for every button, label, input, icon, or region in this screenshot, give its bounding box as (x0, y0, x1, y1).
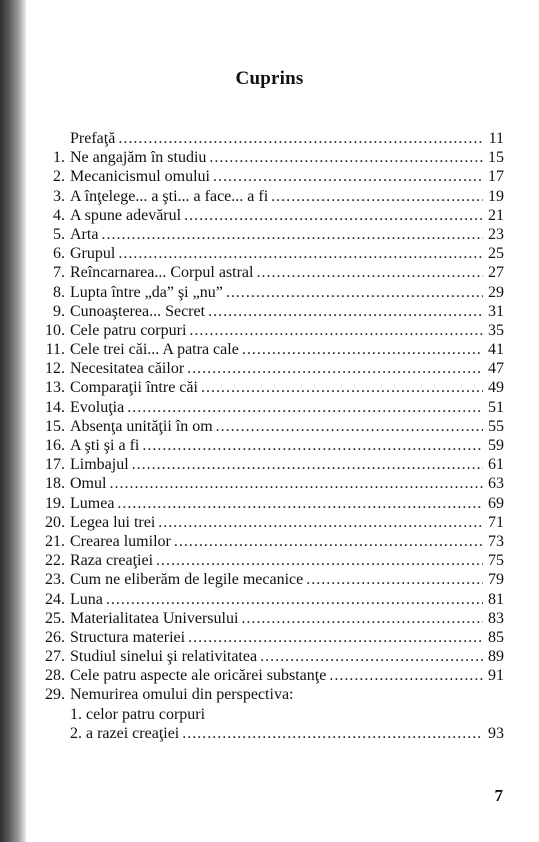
toc-entry-page: 29 (488, 283, 504, 301)
dot-leader (271, 188, 483, 206)
toc-entry-number: 13. (45, 379, 65, 397)
dot-leader (187, 360, 483, 378)
toc-entry (34, 418, 504, 437)
dot-leader (189, 322, 483, 340)
toc-entry-page: 79 (488, 571, 504, 589)
toc-entry-number: 14. (45, 398, 65, 416)
toc-entry-number: 24. (45, 590, 65, 608)
toc-entry (34, 360, 504, 379)
toc-entry-page: 59 (488, 437, 504, 454)
dot-leader (242, 341, 483, 359)
toc-entry-page: 35 (488, 321, 504, 339)
toc-entry-number: 6. (53, 245, 65, 263)
toc-entry (34, 264, 504, 283)
toc-entry-number: 11. (45, 341, 65, 359)
toc-entry (34, 667, 504, 686)
toc-entry-number: 29. (45, 686, 65, 704)
toc-entry-29 (34, 686, 504, 705)
toc-entry (34, 245, 504, 264)
toc-entry-page: 41 (488, 341, 504, 359)
toc-entry (34, 322, 504, 341)
toc-entry-page: 11 (488, 130, 504, 147)
toc-entry (34, 149, 504, 168)
toc-entry-number: 7. (53, 264, 65, 282)
toc-entry-label: Cum ne eliberăm de legile mecanice (70, 571, 304, 589)
dot-leader (208, 303, 483, 321)
dot-leader (117, 495, 483, 513)
toc-entry-label: Lupta între „da” şi „nu” (70, 283, 223, 301)
toc-entry-label: Grupul (70, 245, 116, 263)
toc-entry-number: 16. (45, 437, 65, 454)
dot-leader (329, 667, 483, 685)
toc-entry-label: Studiul sinelui şi relativitatea (70, 648, 258, 666)
toc-entry-label: Mecanicismul omului (70, 168, 210, 186)
toc-entry-label: A şti şi a fi (70, 437, 140, 454)
toc-entry-page: 17 (488, 168, 504, 186)
toc-entry-label: Limbajul (70, 456, 129, 474)
toc-entry-page: 81 (488, 590, 504, 608)
dot-leader (132, 456, 483, 474)
toc-entry-label: Comparaţii între căi (70, 379, 198, 397)
toc-entry (34, 552, 504, 571)
dot-leader (174, 533, 483, 551)
toc-entry-number: 8. (53, 283, 65, 301)
toc-entry-page: 55 (488, 417, 504, 435)
dot-leader (182, 725, 483, 743)
toc-entry (34, 399, 504, 418)
toc-entry-number: 10. (45, 321, 65, 339)
toc-entry-label: Nemurirea omului din perspectiva: (70, 686, 294, 704)
dot-leader (213, 168, 483, 186)
dot-leader (127, 399, 483, 417)
toc-subentry-label: 2. a razei creaţiei (70, 724, 180, 742)
dot-leader (184, 207, 483, 225)
toc-entry-label: Cunoaşterea... Secret (70, 302, 206, 320)
page-binding-shadow (0, 0, 26, 842)
toc-entry-number: 27. (45, 648, 65, 666)
page-number: 7 (494, 786, 503, 805)
dot-leader (156, 552, 483, 570)
toc-entry (34, 648, 504, 667)
toc-entry-label: Necesitatea căilor (70, 360, 185, 378)
toc-entry-page: 83 (488, 609, 504, 627)
toc-entry-number: 28. (45, 667, 65, 685)
toc-entry-page: 49 (488, 379, 504, 397)
toc-subentry (34, 725, 504, 744)
toc-entry-page: 91 (488, 667, 504, 685)
toc-entry (34, 533, 504, 552)
toc-entry (34, 207, 504, 226)
toc-entry (34, 495, 504, 514)
toc-entry-label: Lumea (70, 494, 115, 512)
dot-leader (118, 245, 483, 263)
toc-entry-label: A înţelege... a şti... a face... a fi (70, 187, 269, 205)
toc-entry-label: Prefaţă (70, 130, 116, 147)
toc-entry-page: 47 (488, 360, 504, 378)
toc-entry-number: 9. (53, 302, 65, 320)
dot-leader (188, 629, 483, 647)
toc-entry-page: 71 (488, 513, 504, 531)
toc-subentry-label: 1. celor patru corpuri (70, 705, 206, 723)
toc-entry (34, 130, 504, 149)
dot-leader (241, 610, 483, 628)
toc-entry-page: 51 (488, 398, 504, 416)
toc-entry (34, 341, 504, 360)
toc-entry (34, 475, 504, 494)
toc-entry (34, 284, 504, 303)
toc-entry-page: 73 (488, 532, 504, 550)
toc-entry (34, 226, 504, 245)
table-of-contents (34, 130, 504, 744)
toc-entry-label: Structura materiei (70, 628, 186, 646)
dot-leader (109, 475, 483, 493)
toc-entry (34, 456, 504, 475)
toc-entry-label: A spune adevărul (70, 206, 182, 224)
dot-leader (209, 149, 483, 167)
toc-entry (34, 591, 504, 610)
toc-entry-number: 2. (53, 168, 65, 186)
toc-entry (34, 437, 504, 456)
toc-entry-number: 3. (53, 187, 65, 205)
dot-leader (142, 437, 483, 455)
toc-entry-number: 22. (45, 552, 65, 570)
toc-entry-label: Cele trei căi... A patra cale (70, 341, 239, 359)
toc-entry-page: 25 (488, 245, 504, 263)
toc-entry (34, 610, 504, 629)
toc-entry-label: Reîncarnarea... Corpul astral (70, 264, 254, 282)
toc-entry-page: 19 (488, 187, 504, 205)
toc-entry-page: 61 (488, 456, 504, 474)
toc-entry-label: Ne angajăm în studiu (70, 149, 207, 167)
toc-entry-label: Absenţa unităţii în om (70, 417, 213, 435)
toc-subentry-page: 93 (488, 724, 504, 742)
toc-entry-number: 1. (53, 149, 65, 167)
toc-entry-number: 17. (45, 456, 65, 474)
toc-entry (34, 379, 504, 398)
dot-leader (201, 379, 483, 397)
toc-entry (34, 629, 504, 648)
toc-subentry (34, 706, 504, 725)
dot-leader (256, 264, 483, 282)
toc-entry-page: 21 (488, 206, 504, 224)
dot-leader (106, 591, 483, 609)
toc-entry-page: 69 (488, 494, 504, 512)
toc-entry (34, 188, 504, 207)
toc-entry-number: 4. (53, 206, 65, 224)
dot-leader (101, 226, 483, 244)
toc-entry-page: 27 (488, 264, 504, 282)
toc-entry-label: Crearea lumilor (70, 532, 171, 550)
dot-leader (226, 284, 483, 302)
toc-entry (34, 303, 504, 322)
toc-entry-label: Luna (70, 590, 103, 608)
dot-leader (216, 418, 483, 436)
page-title: Cuprins (235, 68, 304, 89)
toc-entry-label: Arta (70, 225, 99, 243)
toc-entry-label: Materialitatea Universului (70, 609, 239, 627)
toc-entry-number: 20. (45, 513, 65, 531)
toc-entry-number: 19. (45, 494, 65, 512)
toc-entry-number: 26. (45, 628, 65, 646)
dot-leader (118, 130, 483, 148)
toc-entry-number: 21. (45, 532, 65, 550)
toc-entry-label: Raza creaţiei (70, 552, 154, 570)
toc-entry-number: 15. (45, 417, 65, 435)
toc-entry-page: 75 (488, 552, 504, 570)
toc-entry-page: 23 (488, 225, 504, 243)
toc-entry-label: Omul (70, 475, 107, 493)
toc-entry-number: 25. (45, 609, 65, 627)
toc-entry-page: 63 (488, 475, 504, 493)
toc-entry-page: 89 (488, 648, 504, 666)
toc-entry-label: Cele patru corpuri (70, 321, 187, 339)
toc-entry (34, 168, 504, 187)
toc-entry-number: 5. (53, 225, 65, 243)
toc-entry-label: Evoluţia (70, 398, 125, 416)
dot-leader (260, 648, 483, 666)
toc-entry (34, 571, 504, 590)
toc-entry (34, 514, 504, 533)
toc-entry-page: 31 (488, 302, 504, 320)
dot-leader (306, 571, 483, 589)
toc-entry-page: 15 (488, 149, 504, 167)
toc-entry-number: 18. (45, 475, 65, 493)
toc-entry-label: Legea lui trei (70, 513, 156, 531)
toc-entry-number: 12. (45, 360, 65, 378)
toc-entry-label: Cele patru aspecte ale oricărei substanţe (70, 667, 327, 685)
toc-entry-number: 23. (45, 571, 65, 589)
dot-leader (158, 514, 483, 532)
toc-entry-page: 85 (488, 628, 504, 646)
